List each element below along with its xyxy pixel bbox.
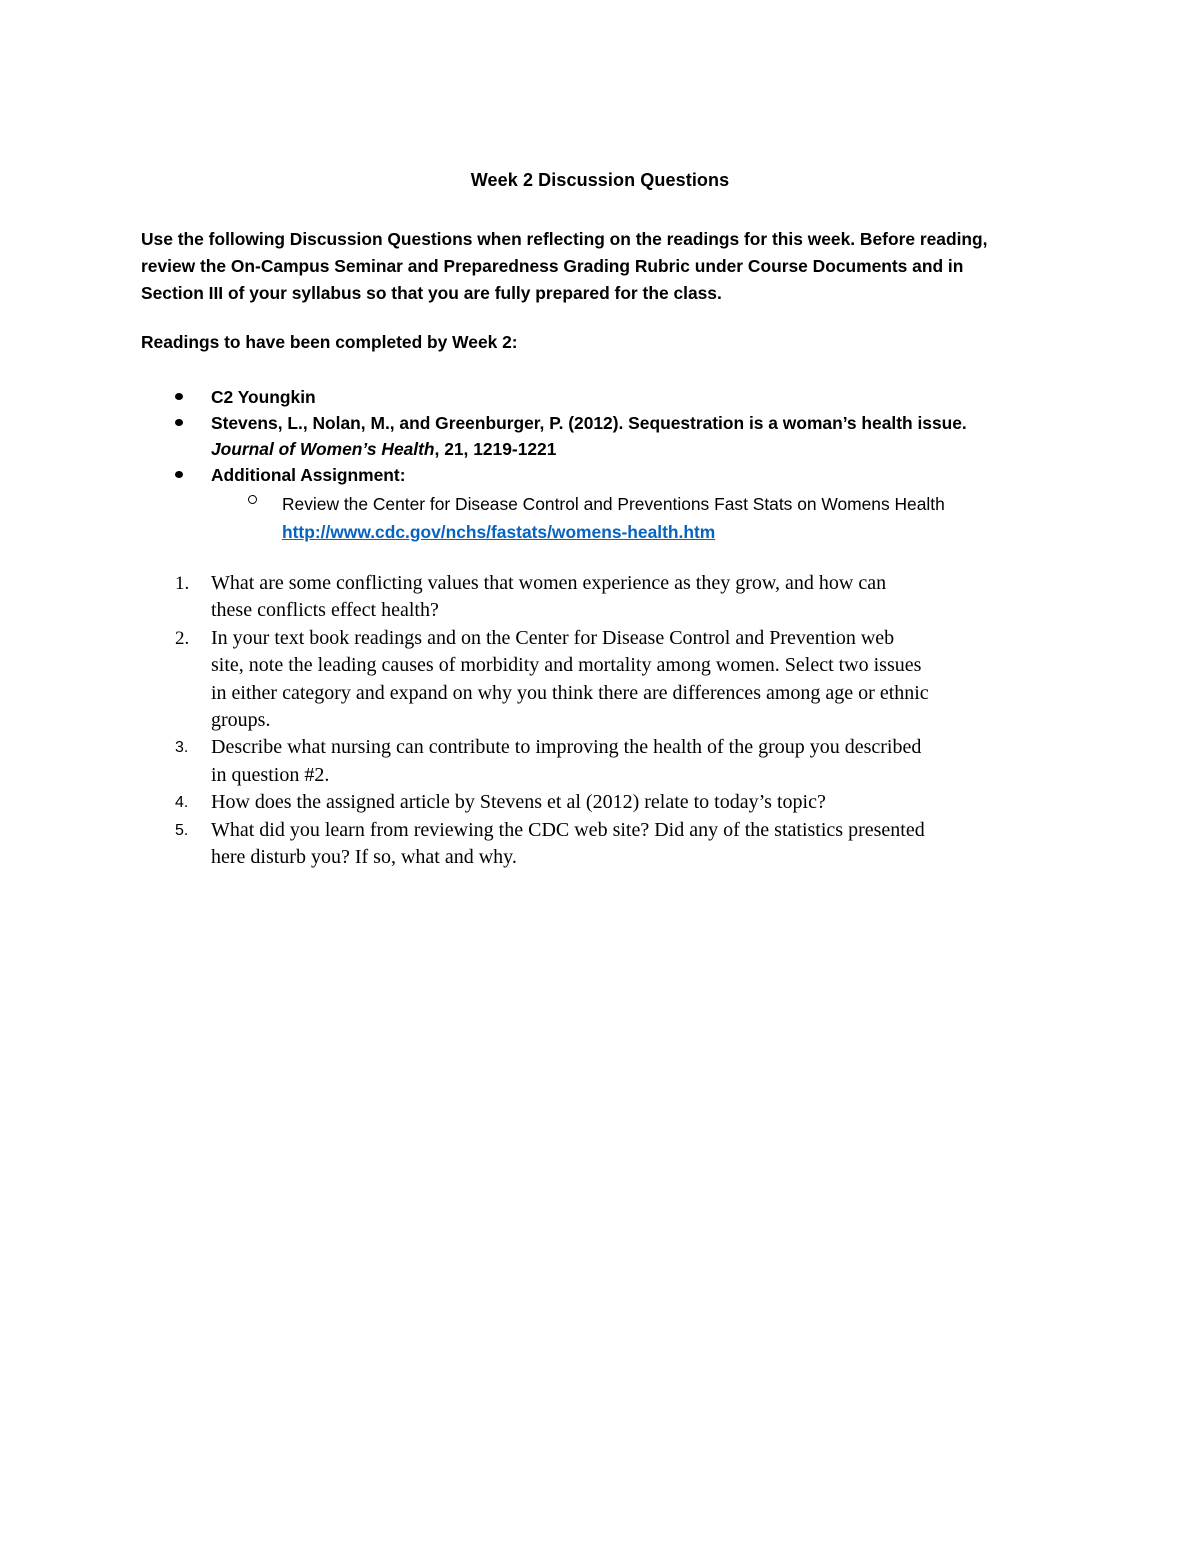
question-item xyxy=(141,625,1081,735)
intro-line: Section III of your syllabus so that you are fully prepared for the class. xyxy=(141,283,722,303)
list-item xyxy=(141,462,1081,488)
journal-title: Journal of Women’s Health xyxy=(211,439,435,459)
sub-list-item xyxy=(141,490,1081,546)
question-item xyxy=(141,817,1081,872)
question-item xyxy=(141,734,1081,789)
question-line: What are some conflicting values that women experience as they grow, and how can xyxy=(211,572,887,594)
question-line: What did you learn from reviewing the CDC web site? Did any of the statistics presented xyxy=(211,818,925,841)
question-line: in either category and expand on why you think there are differences among age or ethnic xyxy=(211,681,929,704)
intro-line: review the On-Campus Seminar and Preparedness Grading Rubric under Course Documents and in xyxy=(141,256,964,276)
question-line: groups. xyxy=(211,709,271,732)
question-line: How does the assigned article by Stevens et al (2012) relate to today’s topic? xyxy=(211,791,826,814)
question-line: site, note the leading causes of morbidity and mortality among women. Select two issues xyxy=(211,654,922,677)
question-number: 1. xyxy=(175,573,190,594)
questions-list xyxy=(141,570,1081,871)
readings-heading: Readings to have been completed by Week 2: xyxy=(141,332,518,352)
question-item xyxy=(141,789,1081,816)
question-item xyxy=(141,570,1081,625)
intro-paragraph xyxy=(141,226,1071,307)
reading-text: Additional Assignment: xyxy=(211,465,406,485)
page-title: Week 2 Discussion Questions xyxy=(470,170,730,190)
intro-line: Use the following Discussion Questions when reflecting on the readings for this week. Before reading, xyxy=(141,229,988,249)
journal-details: , 21, 1219-1221 xyxy=(434,439,557,459)
question-line: Describe what nursing can contribute to improving the health of the group you described xyxy=(211,736,922,759)
cdc-link[interactable]: http://www.cdc.gov/nchs/fastats/womens-health.htm xyxy=(282,522,716,542)
question-number: 2. xyxy=(175,627,190,649)
question-number: 3. xyxy=(175,739,189,757)
reading-text: C2 Youngkin xyxy=(211,387,316,407)
question-number: 4. xyxy=(175,794,189,812)
list-item xyxy=(141,384,1081,410)
bullet-icon xyxy=(175,393,183,400)
readings-list xyxy=(141,384,1081,546)
bullet-icon xyxy=(175,419,183,426)
question-line: In your text book readings and on the Center for Disease Control and Prevention web xyxy=(211,626,895,649)
question-line: these conflicts effect health? xyxy=(211,599,439,622)
question-line: here disturb you? If so, what and why. xyxy=(211,846,517,869)
question-line: in question #2. xyxy=(211,763,330,786)
hollow-bullet-icon xyxy=(248,495,257,504)
reading-citation: Stevens, L., Nolan, M., and Greenburger, P. (2012). Sequestration is a woman’s health issue. xyxy=(211,413,967,433)
bullet-icon xyxy=(175,471,183,478)
sub-item-text: Review the Center for Disease Control and Preventions Fast Stats on Womens Health xyxy=(282,494,945,514)
question-number: 5. xyxy=(175,821,189,839)
list-item xyxy=(141,410,1081,462)
